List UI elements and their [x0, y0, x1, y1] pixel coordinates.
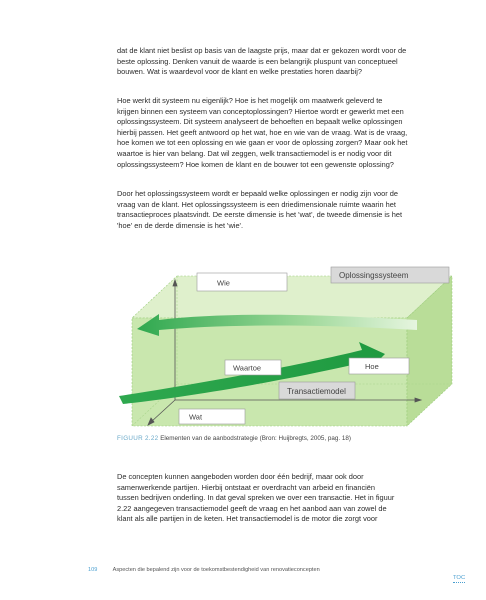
label-wie: Wie	[217, 278, 230, 288]
figure-caption-label: FIGUUR 2.22	[117, 435, 159, 442]
label-wie-box	[197, 273, 287, 291]
page-number: 109	[88, 567, 98, 573]
label-waartoe-box	[225, 360, 281, 375]
label-transactiemodel: Transactiemodel	[287, 387, 346, 396]
page-footer	[88, 567, 320, 573]
figure-aanbodstrategie	[117, 256, 457, 428]
label-transactiemodel-box	[279, 382, 355, 399]
paragraph-4-text: De concepten kunnen aangeboden worden door één bedrijf, maar ook door samenwerkende partijen. Hierbij ontstaat er overdracht van arbeid en financiën tussen bedrijven onderling. In dat geval spreken we over een transactie. Het in figuur 2.22 aangegeven transactiemodel geeft de vraag en het aanbod aan van zowel de klant als alle partijen in de keten. Het transactiemodel is de motor die zorgt voor	[117, 472, 395, 524]
label-hoe: Hoe	[365, 362, 379, 371]
label-wat: Wat	[189, 412, 203, 422]
paragraph-1	[117, 46, 457, 78]
figure-caption-text: Elementen van de aanbodstrategie (Bron: Huijbregts, 2005, pag. 18)	[160, 435, 351, 442]
figure-diagram	[117, 256, 457, 428]
toc-link[interactable]: TOC	[453, 575, 466, 581]
paragraph-2-text: Hoe werkt dit systeem nu eigenlijk? Hoe is het mogelijk om maatwerk geleverd te krijgen binnen een systeem van conceptoplossingen? Hiertoe wordt er gewerkt met een oplossingssysteem. Dit systeem analyseert de behoeften en bepaalt welke oplossingen hierbij passen. Het geeft antwoord op het wat, hoe en wie van de vraag. Wat is de vraag, hoe komen we tot een oplossing en wie gaan er voor de oplossing zorgen? Maar ook het waartoe is hier van belang. Dat wil zeggen, welk transactiemodel is er nodig voor dit oplossingssysteem? Hoe komen de klant en de bouwer tot een gewenste oplossing?	[117, 96, 408, 169]
paragraph-2	[117, 96, 457, 170]
paragraph-3	[117, 189, 457, 231]
solution-space-box	[132, 276, 452, 426]
figure-caption	[117, 435, 351, 442]
label-wat-box	[179, 409, 245, 424]
label-oplossingssysteem: Oplossingssysteem	[339, 271, 409, 280]
label-oplossingssysteem-box	[331, 267, 449, 283]
label-hoe-box	[349, 358, 409, 374]
label-waartoe: Waartoe	[233, 363, 262, 373]
paragraph-1-text: dat de klant niet beslist op basis van de laagste prijs, maar dat er gekozen wordt voor de beste oplossing. Denken vanuit de waarde is een belangrijk pluspunt van conceptueel bouwen. Wat is waardevol voor de klant en welke prestaties horen daarbij?	[117, 46, 407, 77]
paragraph-4	[117, 472, 457, 525]
paragraph-3-text: Door het oplossingssysteem wordt er bepaald welke oplossingen er nodig zijn voor de vraag van de klant. Het oplossingssysteem is een driedimensionale ruimte waarin het transactieproces plaatsvindt. De eerste dimensie is het 'wat', de tweede dimensie is het 'hoe' en de derde dimensie is het 'wie'.	[117, 189, 403, 230]
footer-title: Aspecten die bepalend zijn voor de toekomstbestendigheid van renovatieconcepten	[112, 567, 320, 573]
